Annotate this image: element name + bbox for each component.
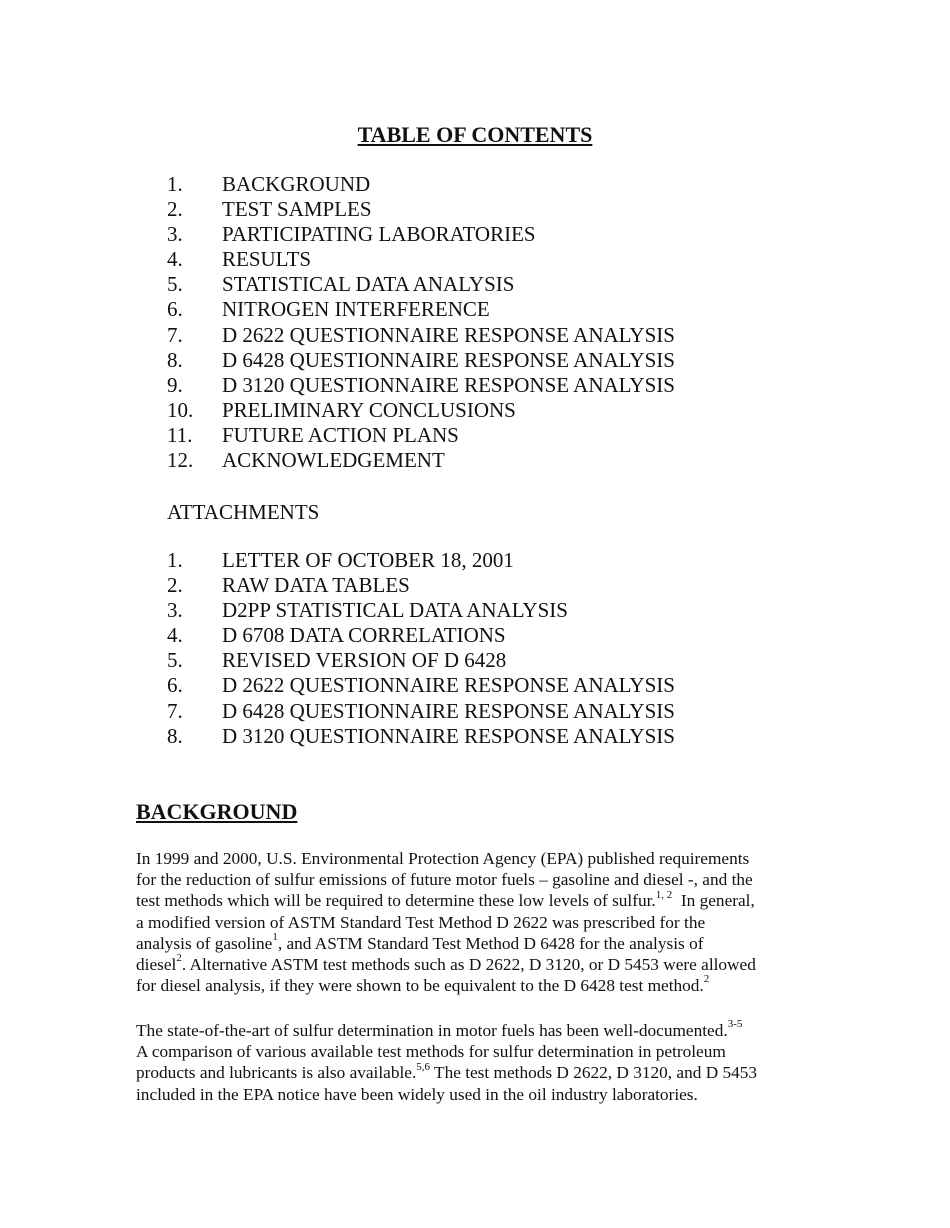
toc-item: [167, 323, 675, 348]
toc-item-label: FUTURE ACTION PLANS: [222, 422, 459, 447]
toc-item: [167, 423, 675, 448]
attachment-item-label: D 6428 QUESTIONNAIRE RESPONSE ANALYSIS: [222, 698, 675, 723]
footnote-ref: 5,6: [416, 1060, 431, 1073]
toc-item-label: ACKNOWLEDGEMENT: [222, 448, 445, 473]
attachments-list: [167, 548, 675, 749]
attachment-item-label: REVISED VERSION OF D 6428: [222, 648, 507, 673]
toc-item-number: 7.: [167, 322, 183, 347]
toc-item: [167, 222, 675, 247]
toc-item-number: 2.: [167, 197, 183, 222]
text-run: In 1999 and 2000, U.S. Environmental Protection Agency (EPA) published requirements: [136, 849, 750, 868]
background-paragraph-2: [136, 1020, 826, 1105]
text-run: In general,: [672, 891, 755, 911]
text-run: for diesel analysis, if they were shown to be equivalent to the D 6428 test method.: [136, 976, 704, 996]
attachment-item: [167, 699, 675, 724]
attachment-item-label: RAW DATA TABLES: [222, 573, 410, 598]
toc-item-number: 10.: [167, 397, 194, 422]
toc-item-label: TEST SAMPLES: [222, 197, 372, 222]
attachment-item-label: D 3120 QUESTIONNAIRE RESPONSE ANALYSIS: [222, 723, 675, 748]
text-run: The state-of-the-art of sulfur determination in motor fuels has been well-documented.: [136, 1021, 728, 1040]
toc-item: [167, 348, 675, 373]
footnote-ref: 1, 2: [655, 888, 673, 901]
background-paragraph-1: [136, 848, 826, 996]
text-line: [136, 1084, 826, 1105]
toc-item-label: D 6428 QUESTIONNAIRE RESPONSE ANALYSIS: [222, 347, 675, 372]
text-line: [136, 1020, 826, 1041]
text-line: [136, 933, 826, 954]
toc-item-number: 1.: [167, 172, 183, 196]
text-run: for the reduction of sulfur emissions of future motor fuels – gasoline and diesel -, and the: [136, 870, 753, 890]
text-run: diesel: [136, 955, 177, 975]
toc-item-label: D 2622 QUESTIONNAIRE RESPONSE ANALYSIS: [222, 322, 675, 347]
toc-item-label: PRELIMINARY CONCLUSIONS: [222, 397, 516, 422]
attachment-item: [167, 598, 675, 623]
attachment-item-number: 3.: [167, 598, 183, 623]
attachment-item-label: D 6708 DATA CORRELATIONS: [222, 623, 506, 648]
toc-item: [167, 247, 675, 272]
attachments-heading: ATTACHMENTS: [167, 500, 320, 524]
toc-item: [167, 272, 675, 297]
attachment-item-number: 6.: [167, 673, 183, 698]
toc-item-label: BACKGROUND: [222, 172, 371, 196]
toc-title: TABLE OF CONTENTS: [357, 122, 593, 147]
toc-item-number: 11.: [167, 422, 193, 447]
text-run: , and ASTM Standard Test Method D 6428 for the analysis of: [277, 933, 704, 953]
toc-item: [167, 297, 675, 322]
toc-item-number: 12.: [167, 448, 194, 473]
text-run: a modified version of ASTM Standard Test Method D 2622 was prescribed for the: [136, 912, 706, 932]
attachment-item-number: 7.: [167, 698, 183, 723]
toc-item-number: 6.: [167, 297, 183, 322]
text-line: [136, 975, 826, 996]
attachment-item: [167, 673, 675, 698]
attachment-item: [167, 573, 675, 598]
toc-item-label: NITROGEN INTERFERENCE: [222, 297, 490, 322]
text-run: The test methods D 2622, D 3120, and D 5453: [430, 1063, 758, 1083]
text-line: [136, 954, 826, 975]
attachment-item-label: D 2622 QUESTIONNAIRE RESPONSE ANALYSIS: [222, 673, 675, 698]
text-line: [136, 1062, 826, 1083]
attachment-item-label: D2PP STATISTICAL DATA ANALYSIS: [222, 598, 568, 623]
footnote-ref: 3-5: [727, 1018, 743, 1031]
toc-item: [167, 398, 675, 423]
background-heading: BACKGROUND: [136, 799, 298, 824]
toc-item: [167, 373, 675, 398]
attachment-item: [167, 548, 675, 573]
toc-item-number: 9.: [167, 372, 183, 397]
toc-item-number: 5.: [167, 272, 183, 297]
text-line: [136, 848, 826, 869]
toc-item-label: STATISTICAL DATA ANALYSIS: [222, 272, 515, 297]
text-run: test methods which will be required to determine these low levels of sulfur.: [136, 891, 656, 911]
attachment-item: [167, 623, 675, 648]
toc-item-number: 3.: [167, 222, 183, 247]
attachment-item-number: 1.: [167, 548, 183, 572]
text-run: A comparison of various available test methods for sulfur determination in petroleum: [136, 1042, 726, 1062]
toc-item: [167, 172, 675, 197]
text-line: [136, 869, 826, 890]
attachment-item-number: 2.: [167, 573, 183, 598]
text-line: [136, 890, 826, 911]
text-run: products and lubricants is also available.: [136, 1063, 417, 1083]
toc-item-label: PARTICIPATING LABORATORIES: [222, 222, 536, 247]
toc-item: [167, 197, 675, 222]
toc-item: [167, 448, 675, 473]
toc-item-number: 4.: [167, 247, 183, 272]
attachment-item-label: LETTER OF OCTOBER 18, 2001: [222, 548, 514, 572]
toc-item-label: RESULTS: [222, 247, 312, 272]
attachment-item-number: 4.: [167, 623, 183, 648]
text-run: included in the EPA notice have been widely used in the oil industry laboratories.: [136, 1084, 698, 1104]
toc-item-label: D 3120 QUESTIONNAIRE RESPONSE ANALYSIS: [222, 372, 675, 397]
attachment-item-number: 8.: [167, 723, 183, 748]
footnote-ref: 2: [703, 973, 710, 986]
text-run: . Alternative ASTM test methods such as D 2622, D 3120, or D 5453 were allowed: [181, 955, 756, 975]
text-run: analysis of gasoline: [136, 933, 273, 953]
attachment-item: [167, 648, 675, 673]
attachment-item-number: 5.: [167, 648, 183, 673]
footnote-ref: 1: [272, 931, 278, 944]
toc-list: [167, 172, 675, 473]
toc-item-number: 8.: [167, 347, 183, 372]
attachment-item: [167, 724, 675, 749]
text-line: [136, 1041, 826, 1062]
footnote-ref: 2: [176, 952, 182, 965]
text-line: [136, 912, 826, 933]
